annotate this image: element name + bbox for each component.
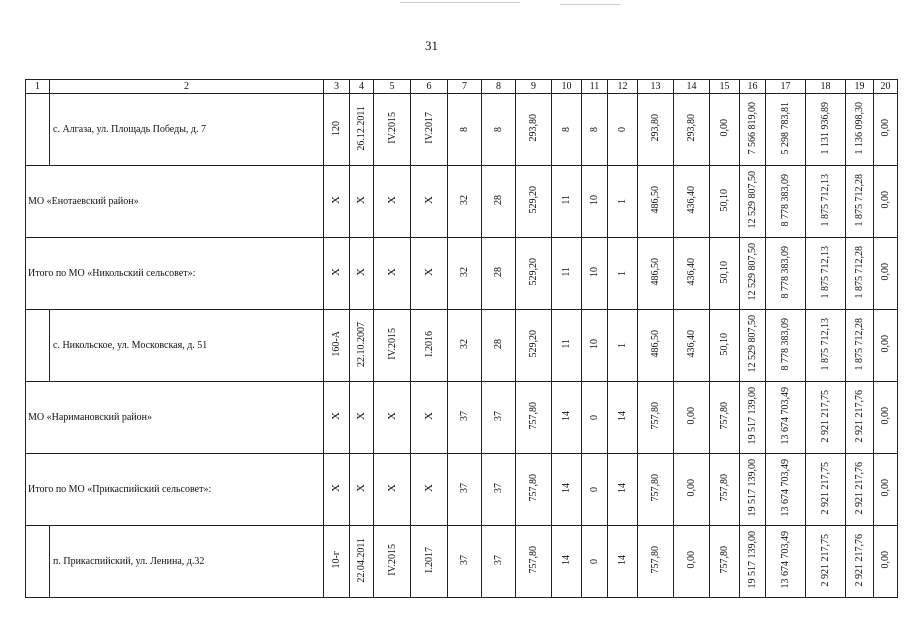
cell-c8: 28	[482, 310, 516, 382]
cell-c18: 1 875 712,13	[806, 310, 846, 382]
cell-c12: 14	[608, 454, 638, 526]
cell-c16: 19 517 139,00	[740, 382, 766, 454]
cell-c6: IV.2017	[411, 94, 448, 166]
cell-c18: 1 875 712,13	[806, 166, 846, 238]
cell-c8: 37	[482, 382, 516, 454]
column-header-12: 12	[608, 80, 638, 94]
cell-c17: 8 778 383,09	[766, 238, 806, 310]
cell-c20: 0,00	[874, 454, 898, 526]
cell-c14: 293,80	[674, 94, 710, 166]
cell-c13: 486,50	[638, 166, 674, 238]
cell-c13: 757,80	[638, 382, 674, 454]
cell-c12: 1	[608, 310, 638, 382]
cell-c8: 8	[482, 94, 516, 166]
cell-c18: 2 921 217,75	[806, 454, 846, 526]
cell-c13: 293,80	[638, 94, 674, 166]
column-header-13: 13	[638, 80, 674, 94]
table-row	[26, 382, 898, 454]
column-header-4: 4	[350, 80, 374, 94]
column-header-17: 17	[766, 80, 806, 94]
row-name: МО «Енотаевский район»	[26, 166, 324, 238]
header-row	[26, 80, 898, 94]
column-header-2: 2	[50, 80, 324, 94]
cell-c5: X	[374, 166, 411, 238]
cell-c11: 8	[582, 94, 608, 166]
cell-c4: 22.04.2011	[350, 526, 374, 598]
column-header-15: 15	[710, 80, 740, 94]
row-name: МО «Наримановский район»	[26, 382, 324, 454]
table-row	[26, 166, 898, 238]
cell-c20: 0,00	[874, 310, 898, 382]
cell-c19: 1 875 712,28	[846, 310, 874, 382]
cell-c10: 11	[552, 238, 582, 310]
cell-c4: X	[350, 238, 374, 310]
cell-c12: 0	[608, 94, 638, 166]
cell-c20: 0,00	[874, 526, 898, 598]
column-header-5: 5	[374, 80, 411, 94]
cell-c13: 486,50	[638, 238, 674, 310]
column-header-7: 7	[448, 80, 482, 94]
cell-c14: 436,40	[674, 310, 710, 382]
cell-c14: 0,00	[674, 526, 710, 598]
cell-c8: 28	[482, 166, 516, 238]
cell-c9: 757,80	[516, 526, 552, 598]
cell-c15: 757,80	[710, 382, 740, 454]
column-header-3: 3	[324, 80, 350, 94]
cell-c15: 50,10	[710, 166, 740, 238]
cell-c11: 0	[582, 526, 608, 598]
cell-c7: 37	[448, 382, 482, 454]
cell-c17: 13 674 703,49	[766, 526, 806, 598]
cell-c12: 1	[608, 238, 638, 310]
cell-c4: X	[350, 166, 374, 238]
cell-c13: 757,80	[638, 526, 674, 598]
cell-c3: 120	[324, 94, 350, 166]
scan-artifact-line	[400, 2, 520, 3]
cell-c20: 0,00	[874, 382, 898, 454]
cell-c11: 10	[582, 310, 608, 382]
cell-c6: X	[411, 238, 448, 310]
cell-c16: 12 529 807,50	[740, 166, 766, 238]
cell-c19: 1 136 098,30	[846, 94, 874, 166]
cell-c10: 11	[552, 310, 582, 382]
cell-c3: X	[324, 382, 350, 454]
cell-c7: 8	[448, 94, 482, 166]
cell-c17: 13 674 703,49	[766, 382, 806, 454]
row-name: Итого по МО «Никольский сельсовет»:	[26, 238, 324, 310]
cell-c3: 160-А	[324, 310, 350, 382]
table-row	[26, 454, 898, 526]
column-header-14: 14	[674, 80, 710, 94]
cell-c9: 529,20	[516, 166, 552, 238]
cell-c15: 50,10	[710, 238, 740, 310]
cell-c19: 2 921 217,76	[846, 382, 874, 454]
row-name: Итого по МО «Прикаспийский сельсовет»:	[26, 454, 324, 526]
cell-c15: 757,80	[710, 454, 740, 526]
cell-c19: 1 875 712,28	[846, 166, 874, 238]
cell-c14: 436,40	[674, 166, 710, 238]
cell-c6: I.2016	[411, 310, 448, 382]
table-row	[26, 94, 898, 166]
cell-c11: 10	[582, 238, 608, 310]
cell-c17: 8 778 383,09	[766, 166, 806, 238]
cell-c10: 14	[552, 454, 582, 526]
cell-c4: X	[350, 382, 374, 454]
cell-c8: 37	[482, 526, 516, 598]
cell-c3: X	[324, 454, 350, 526]
cell-c17: 8 778 383,09	[766, 310, 806, 382]
cell-c9: 757,80	[516, 382, 552, 454]
cell-c5: IV.2015	[374, 526, 411, 598]
cell-c3: X	[324, 238, 350, 310]
cell-c14: 0,00	[674, 382, 710, 454]
page-number: 31	[425, 38, 438, 53]
cell-c9: 293,80	[516, 94, 552, 166]
table-row	[26, 526, 898, 598]
cell-c4: X	[350, 454, 374, 526]
row-indent-cell	[26, 94, 50, 166]
cell-c12: 14	[608, 526, 638, 598]
cell-c11: 0	[582, 454, 608, 526]
cell-c9: 529,20	[516, 238, 552, 310]
cell-c10: 8	[552, 94, 582, 166]
cell-c17: 13 674 703,49	[766, 454, 806, 526]
cell-c6: X	[411, 382, 448, 454]
cell-c16: 12 529 807,50	[740, 238, 766, 310]
cell-c7: 32	[448, 238, 482, 310]
row-indent-cell	[26, 526, 50, 598]
cell-c13: 486,50	[638, 310, 674, 382]
cell-c19: 1 875 712,28	[846, 238, 874, 310]
cell-c14: 436,40	[674, 238, 710, 310]
column-header-20: 20	[874, 80, 898, 94]
cell-c16: 7 566 819,00	[740, 94, 766, 166]
cell-c10: 11	[552, 166, 582, 238]
column-header-6: 6	[411, 80, 448, 94]
column-header-19: 19	[846, 80, 874, 94]
cell-c7: 32	[448, 310, 482, 382]
cell-c8: 37	[482, 454, 516, 526]
cell-c3: X	[324, 166, 350, 238]
table-row	[26, 310, 898, 382]
column-header-16: 16	[740, 80, 766, 94]
cell-c20: 0,00	[874, 238, 898, 310]
cell-c5: X	[374, 454, 411, 526]
cell-c13: 757,80	[638, 454, 674, 526]
cell-c5: X	[374, 382, 411, 454]
cell-c14: 0,00	[674, 454, 710, 526]
row-name: с. Алгаза, ул. Площадь Победы, д. 7	[50, 94, 324, 166]
scan-artifact-line	[560, 4, 620, 5]
column-header-10: 10	[552, 80, 582, 94]
data-table	[25, 79, 898, 598]
column-header-8: 8	[482, 80, 516, 94]
row-name: с. Никольское, ул. Московская, д. 51	[50, 310, 324, 382]
cell-c3: 10-г	[324, 526, 350, 598]
column-header-9: 9	[516, 80, 552, 94]
cell-c12: 1	[608, 166, 638, 238]
cell-c18: 1 875 712,13	[806, 238, 846, 310]
cell-c15: 757,80	[710, 526, 740, 598]
cell-c9: 529,20	[516, 310, 552, 382]
cell-c9: 757,80	[516, 454, 552, 526]
cell-c11: 0	[582, 382, 608, 454]
cell-c16: 19 517 139,00	[740, 526, 766, 598]
cell-c4: 22.10.2007	[350, 310, 374, 382]
cell-c7: 37	[448, 454, 482, 526]
cell-c4: 26.12.2011	[350, 94, 374, 166]
cell-c17: 5 298 783,81	[766, 94, 806, 166]
cell-c7: 37	[448, 526, 482, 598]
cell-c18: 2 921 217,75	[806, 526, 846, 598]
row-name: п. Прикаспийский, ул. Ленина, д.32	[50, 526, 324, 598]
cell-c6: X	[411, 454, 448, 526]
cell-c5: IV.2015	[374, 310, 411, 382]
cell-c19: 2 921 217,76	[846, 454, 874, 526]
cell-c12: 14	[608, 382, 638, 454]
cell-c18: 2 921 217,75	[806, 382, 846, 454]
cell-c7: 32	[448, 166, 482, 238]
table-row	[26, 238, 898, 310]
cell-c20: 0,00	[874, 166, 898, 238]
cell-c8: 28	[482, 238, 516, 310]
column-header-11: 11	[582, 80, 608, 94]
cell-c16: 12 529 807,50	[740, 310, 766, 382]
column-header-1: 1	[26, 80, 50, 94]
cell-c19: 2 921 217,76	[846, 526, 874, 598]
cell-c18: 1 131 936,89	[806, 94, 846, 166]
cell-c20: 0,00	[874, 94, 898, 166]
cell-c10: 14	[552, 526, 582, 598]
cell-c5: X	[374, 238, 411, 310]
column-header-18: 18	[806, 80, 846, 94]
row-indent-cell	[26, 310, 50, 382]
cell-c6: I.2017	[411, 526, 448, 598]
cell-c10: 14	[552, 382, 582, 454]
cell-c6: X	[411, 166, 448, 238]
cell-c15: 50,10	[710, 310, 740, 382]
cell-c16: 19 517 139,00	[740, 454, 766, 526]
cell-c11: 10	[582, 166, 608, 238]
cell-c5: IV.2015	[374, 94, 411, 166]
cell-c15: 0,00	[710, 94, 740, 166]
